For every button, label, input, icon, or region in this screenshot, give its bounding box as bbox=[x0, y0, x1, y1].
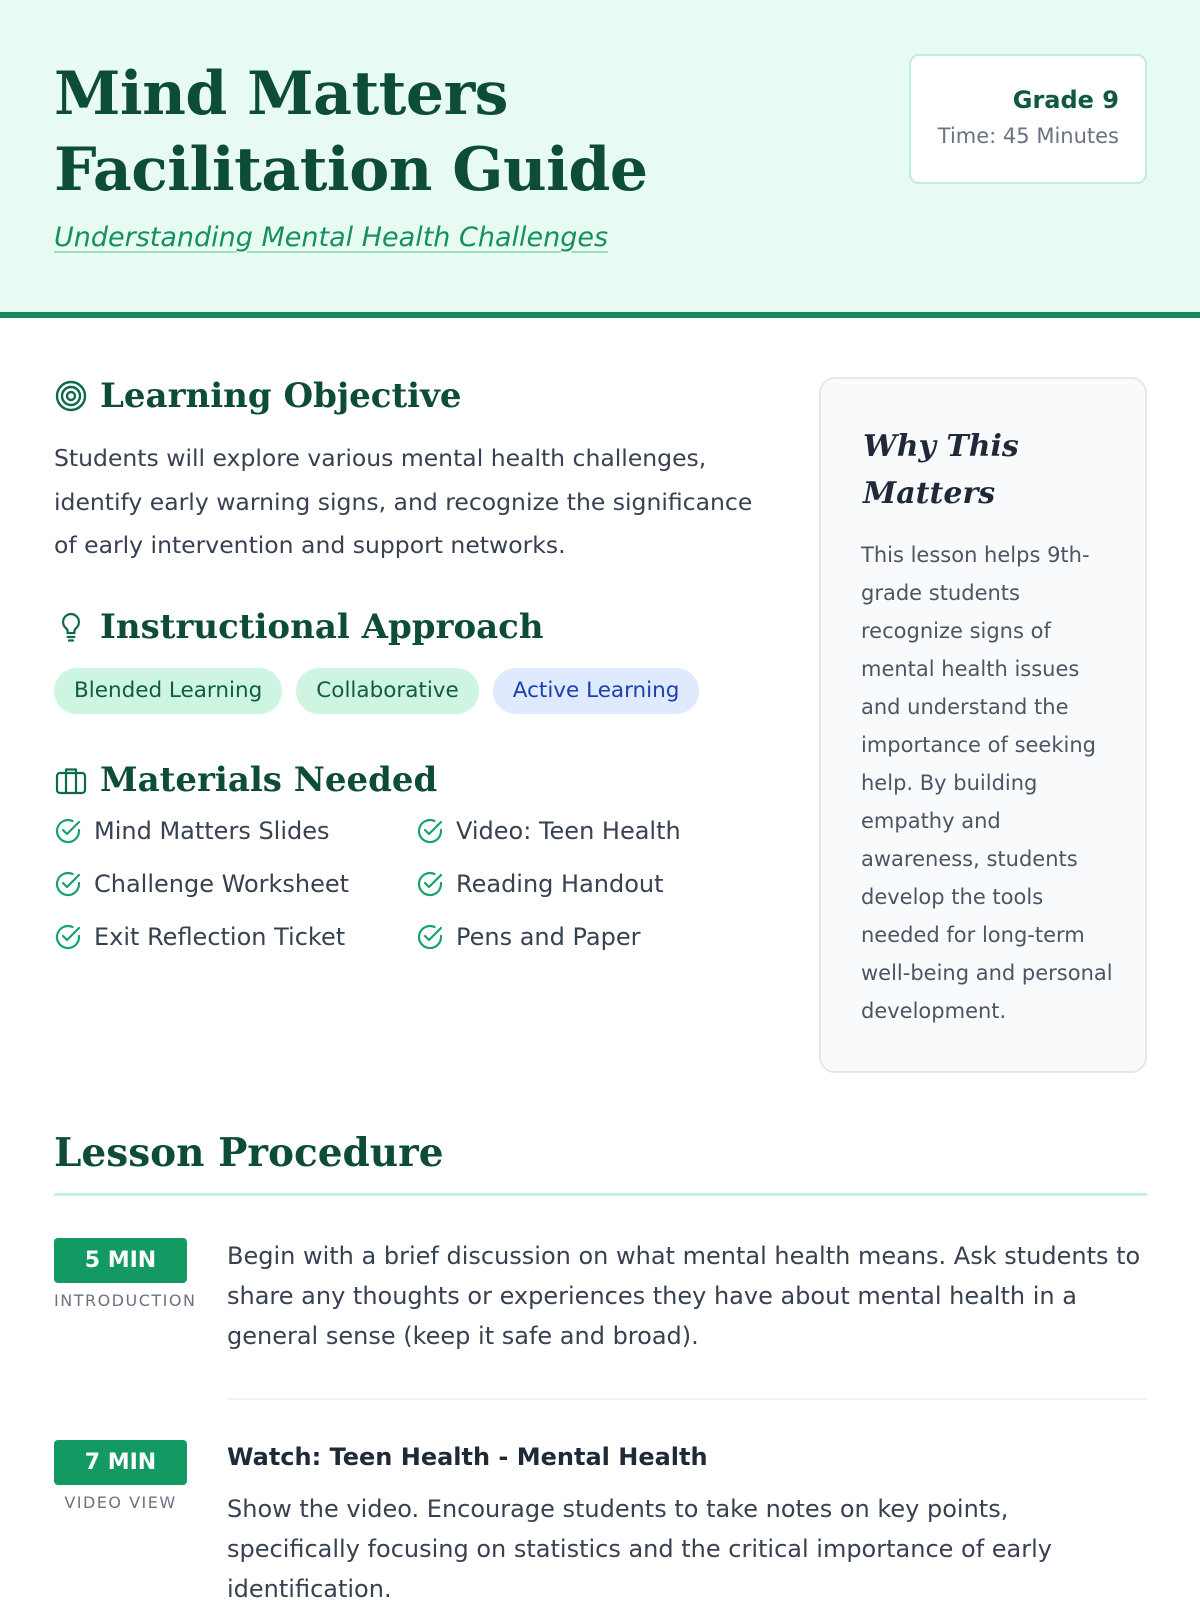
procedure-divider bbox=[54, 1193, 1147, 1196]
why-title: Why This Matters bbox=[863, 429, 1019, 511]
objective-heading: Learning Objective bbox=[100, 376, 462, 416]
lesson-meta-card bbox=[909, 54, 1147, 184]
duration-badge: 5 MIN bbox=[54, 1238, 187, 1283]
step-divider bbox=[227, 1398, 1147, 1400]
materials-heading: Materials Needed bbox=[100, 760, 438, 800]
phase-label: INTRODUCTION bbox=[54, 1291, 197, 1310]
step-heading: Watch: Teen Health - Mental Health bbox=[227, 1443, 708, 1471]
why-text: This lesson helps 9th-grade students recognize signs of mental health issues and understand the importance of seeking help. By building empathy and awareness, students develop the tools needed for long-term well-being and personal development. bbox=[861, 543, 1113, 1023]
material-label: Mind Matters Slides bbox=[94, 817, 330, 845]
material-item bbox=[54, 867, 416, 901]
duration-badge: 7 MIN bbox=[54, 1440, 187, 1485]
material-item bbox=[416, 814, 774, 848]
lightbulb-icon bbox=[54, 610, 88, 644]
check-circle-icon bbox=[54, 923, 82, 951]
guide-header bbox=[0, 0, 1200, 318]
tag-blended-learning: Blended Learning bbox=[54, 668, 282, 714]
step-body bbox=[227, 1236, 1147, 1356]
approach-tags bbox=[54, 668, 699, 714]
time-label: Time: 45 Minutes bbox=[937, 124, 1119, 148]
target-icon bbox=[54, 379, 88, 413]
material-label: Video: Teen Health bbox=[456, 817, 681, 845]
check-circle-icon bbox=[54, 817, 82, 845]
material-label: Exit Reflection Ticket bbox=[94, 923, 346, 951]
step-text: Begin with a brief discussion on what mental health means. Ask students to share any thoughts or experiences they have about mental health in a general sense (keep it safe and broad). bbox=[227, 1242, 1141, 1350]
material-item bbox=[54, 814, 416, 848]
material-item bbox=[54, 920, 416, 954]
step-text: Show the video. Encourage students to take notes on key points, specifically focusing on statistics and the critical importance of early identification. bbox=[227, 1495, 1052, 1603]
step-time-block bbox=[54, 1238, 197, 1310]
phase-label: VIDEO VIEW bbox=[64, 1493, 177, 1512]
material-item bbox=[416, 920, 774, 954]
step-time-block bbox=[54, 1440, 187, 1512]
procedure-heading: Lesson Procedure bbox=[54, 1130, 444, 1176]
check-circle-icon bbox=[416, 817, 444, 845]
material-label: Reading Handout bbox=[456, 870, 664, 898]
check-circle-icon bbox=[54, 870, 82, 898]
grade-label: Grade 9 bbox=[1012, 86, 1119, 114]
approach-heading: Instructional Approach bbox=[100, 607, 544, 647]
materials-heading-row bbox=[54, 760, 437, 800]
check-circle-icon bbox=[416, 923, 444, 951]
objective-text: Students will explore various mental health challenges, identify early warning signs, and recognize the significance of early intervention and support networks. bbox=[54, 444, 753, 559]
briefcase-icon bbox=[54, 763, 88, 797]
page-subtitle: Understanding Mental Health Challenges bbox=[54, 222, 609, 253]
check-circle-icon bbox=[416, 870, 444, 898]
objective-heading-row bbox=[54, 376, 461, 416]
material-item bbox=[416, 867, 774, 901]
tag-active-learning: Active Learning bbox=[493, 668, 700, 714]
materials-list bbox=[54, 814, 774, 954]
tag-collaborative: Collaborative bbox=[296, 668, 478, 714]
why-this-matters-card bbox=[819, 377, 1147, 1073]
step-body bbox=[227, 1437, 1147, 1609]
material-label: Challenge Worksheet bbox=[94, 870, 350, 898]
material-label: Pens and Paper bbox=[456, 923, 641, 951]
approach-heading-row bbox=[54, 607, 544, 647]
page-title: Mind Matters Facilitation Guide bbox=[54, 59, 648, 205]
